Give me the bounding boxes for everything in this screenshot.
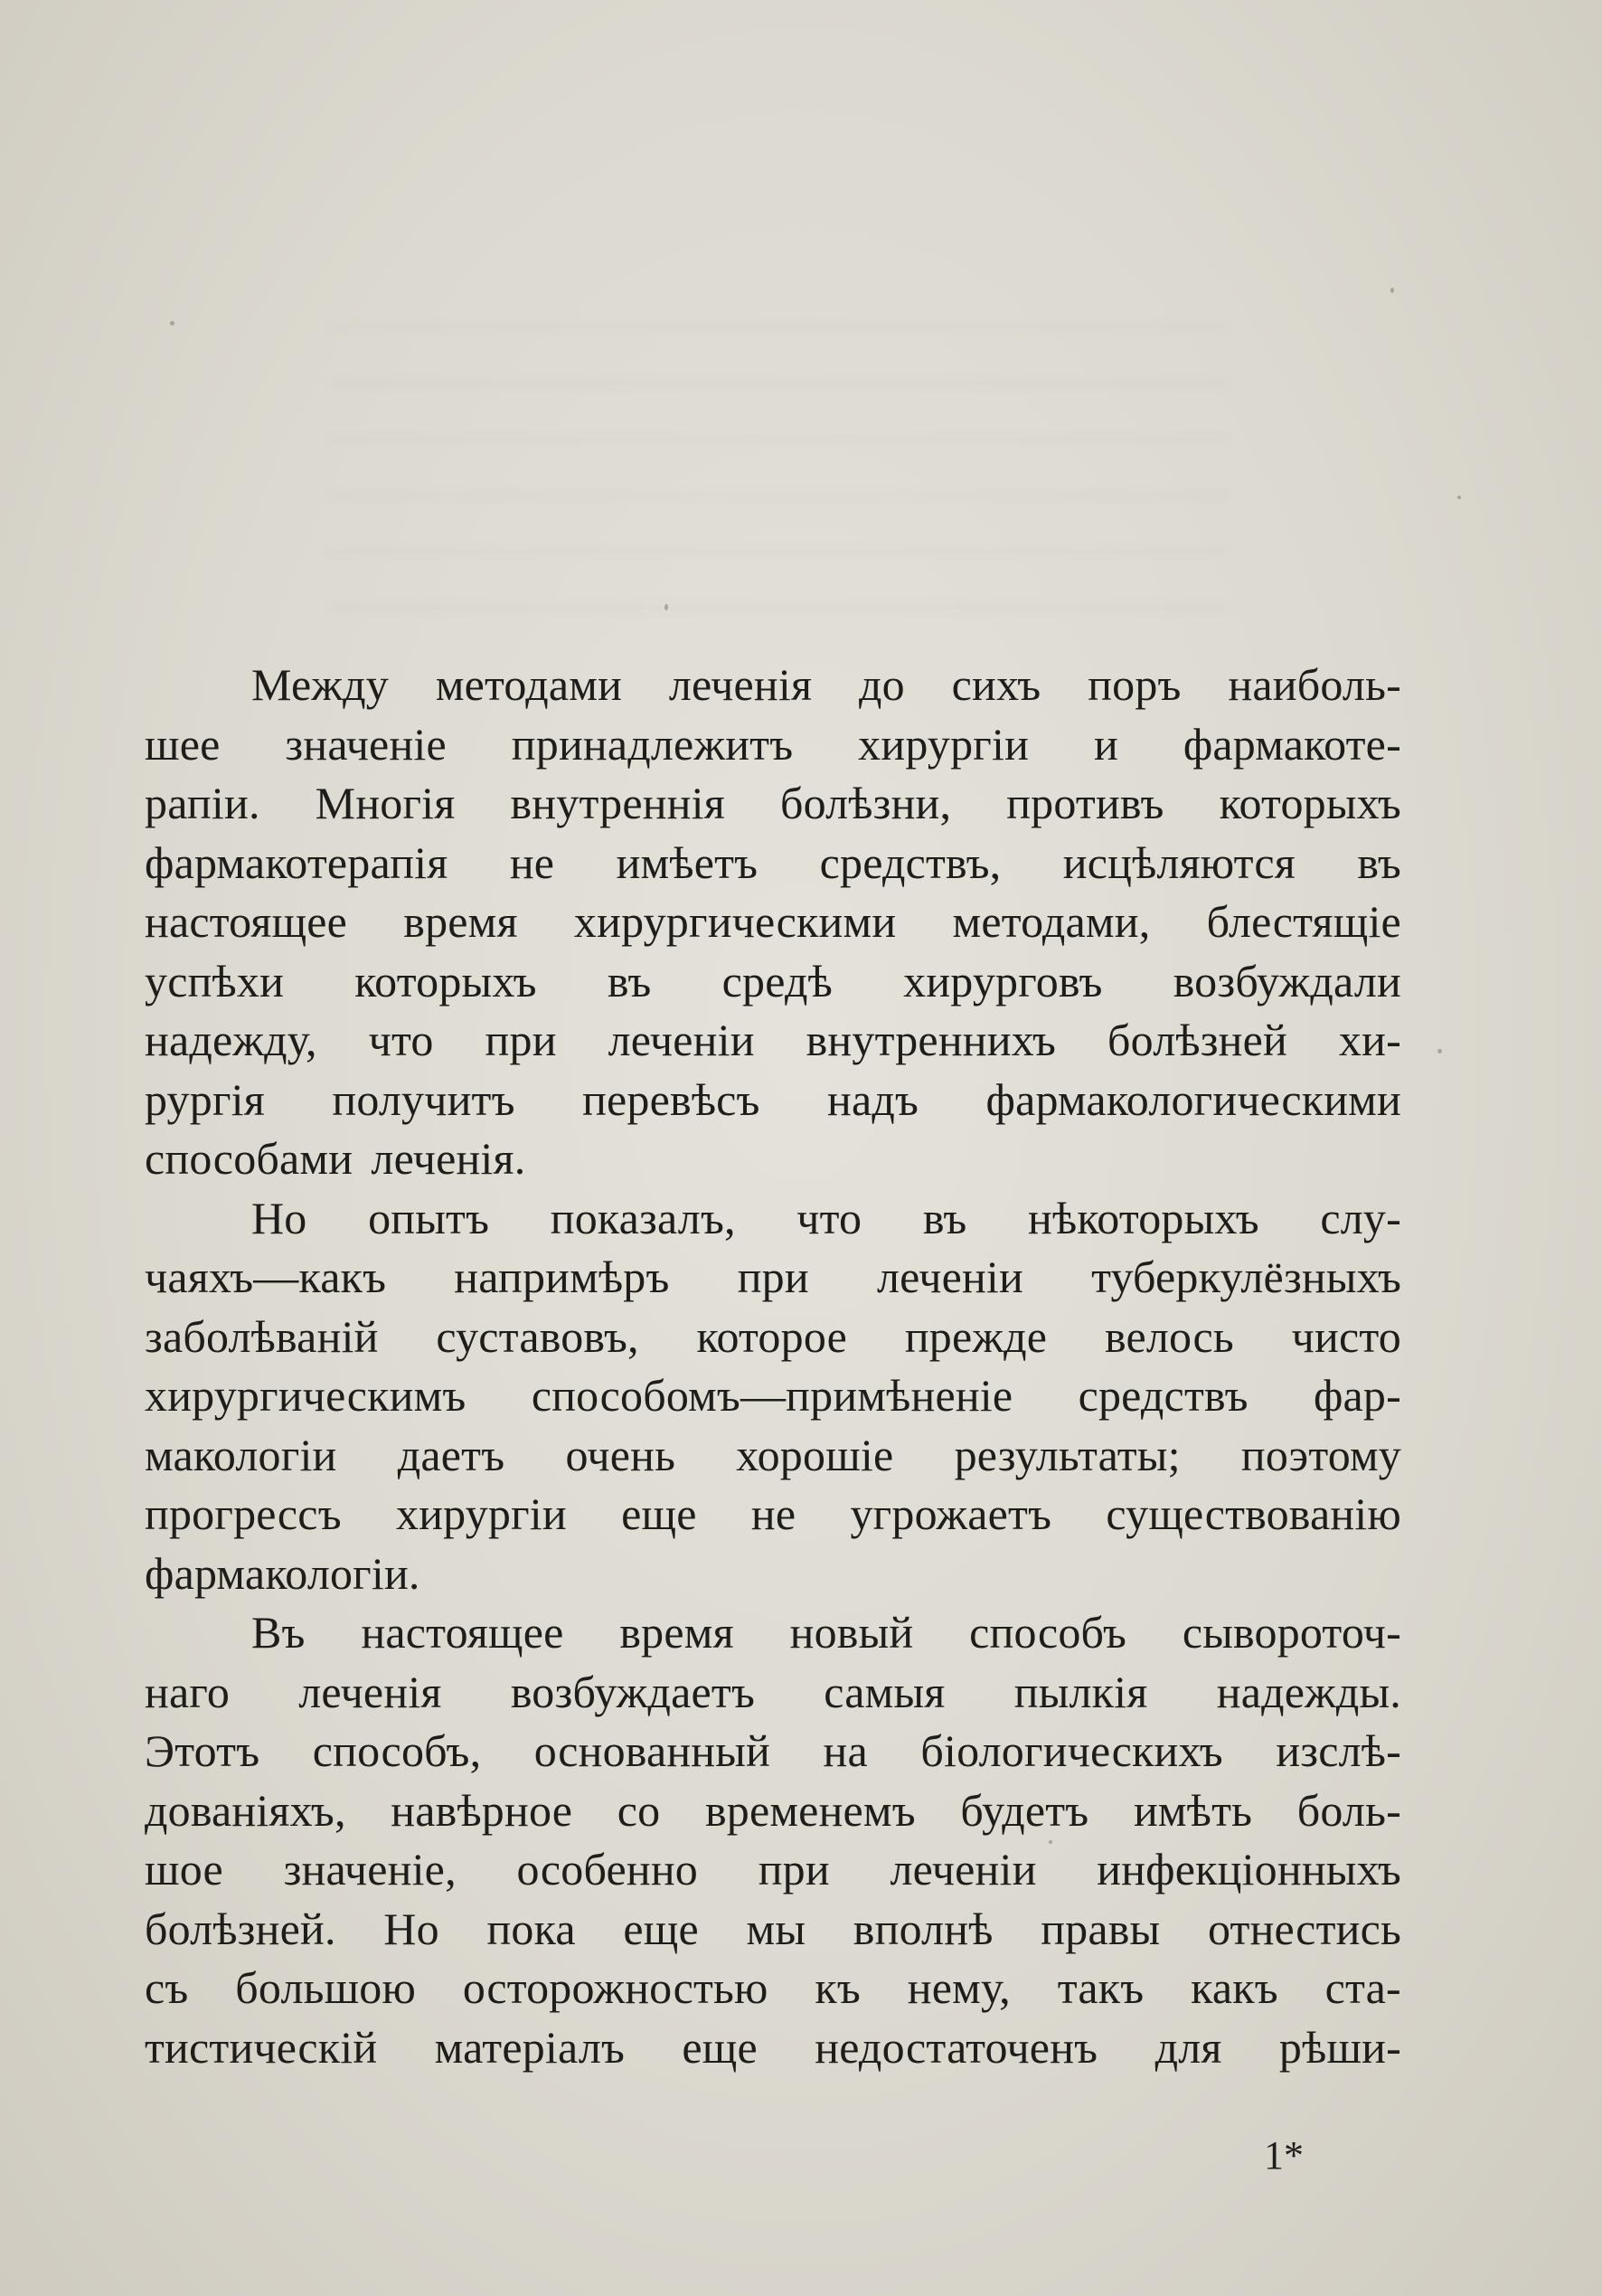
word: леченіи [608,1015,755,1065]
word: значеніе, [283,1844,457,1894]
word: поръ [1088,659,1182,710]
word: средствъ, [819,836,1002,888]
word: леченія [668,659,813,710]
word: большою [235,1962,417,2013]
text-line: фармакологіи. [145,1547,420,1599]
word: хирургіи [396,1488,567,1539]
word: поэтому [1240,1429,1401,1480]
word: тистическій [145,2021,378,2073]
word: на [823,1725,868,1776]
word: даетъ [397,1429,505,1480]
word: средствъ [1078,1370,1249,1421]
paragraph-2 [145,1189,1401,1604]
word: Этотъ [145,1725,260,1776]
word: хи- [1338,1015,1401,1065]
word: возбуждаетъ [510,1666,756,1717]
word: особенно [516,1844,698,1894]
word: чисто [1291,1310,1401,1362]
word: при [737,1252,809,1302]
word: въ [922,1192,967,1243]
word: какъ [1191,1962,1278,2013]
text-line [145,1959,1401,2018]
word: фармакотерапія [145,836,448,888]
word: время [619,1607,734,1658]
word: самыя [824,1666,946,1717]
paragraph-1 [145,656,1401,1189]
word: фар- [1313,1370,1401,1421]
word: шое [145,1844,223,1894]
word: не [750,1488,796,1539]
text-line [145,893,1401,952]
word: противъ [1006,778,1164,828]
word: рапіи. [145,778,260,828]
word: макологіи [145,1429,337,1480]
text-line [145,1426,1401,1486]
word: надежды. [1216,1666,1401,1717]
word: внутреннія [510,778,725,828]
word: нѣкоторыхъ [1028,1192,1259,1243]
word: матеріалъ [434,2021,626,2073]
word: хирургическими [573,896,897,947]
word: будетъ [960,1784,1089,1836]
word: имѣетъ [616,836,759,888]
word: изслѣ- [1276,1725,1401,1776]
word: отнестись [1208,1903,1401,1954]
text-line [145,1248,1401,1308]
word: методами, [952,896,1151,947]
text-line [145,2018,1401,2078]
word: навѣрное [391,1784,573,1836]
word: прежде [904,1310,1048,1362]
word: внутреннихъ [806,1015,1057,1065]
word: въ [1357,836,1401,888]
word: исцѣляются [1062,836,1296,888]
word: для [1154,2021,1222,2073]
word: недостаточенъ [815,2021,1098,2073]
word: боль- [1296,1784,1401,1836]
word: надежду, [145,1015,317,1065]
word: чаяхъ—какъ [145,1252,387,1302]
word: принадлежитъ [511,718,794,770]
word: хирургическимъ [145,1370,466,1421]
word: показалъ, [550,1192,736,1243]
word: успѣхи [145,955,285,1006]
word: способомъ—примѣненіе [531,1370,1013,1421]
word: надъ [827,1073,919,1125]
word: новый [789,1607,914,1658]
word: нему, [907,1962,1011,2013]
text-line [145,1663,1401,1723]
word: способъ, [312,1725,482,1776]
word: туберкулёзныхъ [1091,1252,1401,1302]
word: хорошіе [736,1429,894,1480]
word: значеніе [285,718,447,770]
word: шее [145,718,221,770]
text-line [145,715,1401,775]
text-line [145,1840,1401,1900]
paper-speck [1390,288,1394,293]
word: леченіи [876,1252,1023,1302]
paper-speck [664,604,668,610]
word: не [509,836,555,888]
text-line [145,1900,1401,1960]
word: еще [682,2021,758,2073]
word: еще [623,1903,699,1954]
paragraph-3 [145,1603,1401,2077]
text-line [145,1485,1401,1545]
word: мы [746,1903,806,1954]
word: возбуждали [1173,955,1401,1006]
word: очень [565,1429,676,1480]
word: при [758,1844,830,1894]
word: леченія [298,1666,442,1717]
word: настоящее [145,896,348,947]
word: Въ [251,1607,306,1658]
word: сихъ [951,659,1041,710]
word: наго [145,1666,231,1717]
word: существованію [1106,1488,1401,1539]
word: что [796,1192,862,1243]
word: что [368,1015,434,1065]
word: методами [435,659,623,710]
word: со [617,1784,661,1836]
word: хирурговъ [903,955,1103,1006]
word: въ [607,955,652,1006]
word: хирургіи [858,718,1030,770]
word: съ [145,1962,189,2013]
word: заболѣваній [145,1310,379,1362]
word: болѣзней [1107,1015,1287,1065]
word: суставовъ, [436,1310,639,1362]
word: способъ [969,1607,1127,1658]
text-line [145,1071,1401,1130]
paper-speck [1437,1049,1442,1054]
word: которое [696,1310,848,1362]
word: Между [251,659,389,710]
word: напримѣръ [454,1252,670,1302]
text-line [145,1722,1401,1781]
word: сывороточ- [1182,1607,1401,1658]
word: къ [815,1962,861,2013]
word: велось [1104,1310,1234,1362]
paper-speck [1049,1840,1052,1844]
word: время [403,896,518,947]
text-line [145,952,1401,1012]
word: пока [486,1903,576,1954]
text-line [145,1366,1401,1426]
word: основанный [533,1725,771,1776]
word: пылкія [1013,1666,1148,1717]
text-line [145,1603,1401,1663]
text-line [145,1189,1401,1249]
word: угрожаетъ [850,1488,1052,1539]
word: блестящіе [1206,896,1401,947]
word: болѣзней. [145,1903,336,1954]
word: еще [621,1488,697,1539]
word: вполнѣ [853,1903,994,1954]
word: при [485,1015,557,1065]
text-line [145,656,1401,715]
word: фармакологическими [985,1073,1401,1125]
word: ста- [1324,1962,1401,2013]
word: настоящее [361,1607,564,1658]
word: получитъ [332,1073,515,1125]
word: Но [383,1903,439,1954]
bleed-through-shadow [325,289,1230,615]
word: болѣзни, [779,778,952,828]
word: и [1093,718,1118,770]
text-line [145,1781,1401,1841]
text-line [145,834,1401,893]
word: результаты; [954,1429,1181,1480]
paper-speck [170,321,174,326]
paper-speck [1457,496,1461,499]
word: леченіи [890,1844,1037,1894]
text-line [145,1011,1401,1071]
body-text [145,656,1401,2077]
word: такъ [1057,1962,1145,2013]
word: рургія [145,1073,265,1125]
word: правы [1041,1903,1161,1954]
word: прогрессъ [145,1488,342,1539]
word: инфекціонныхъ [1097,1844,1401,1894]
word: Но [251,1192,307,1243]
word: рѣши- [1278,2021,1401,2073]
word: наиболь- [1228,659,1401,710]
word: временемъ [704,1784,916,1836]
word: біологическихъ [920,1725,1223,1776]
word: слу- [1320,1192,1401,1243]
page-number: 1* [1264,2133,1304,2178]
text-line: способами леченія. [145,1133,526,1184]
text-line [145,774,1401,834]
word: перевѣсъ [582,1073,760,1125]
word: осторожностью [462,1962,768,2013]
word: опытъ [368,1192,490,1243]
word: средѣ [721,955,833,1006]
word: имѣть [1133,1784,1253,1836]
word: которыхъ [1219,778,1401,828]
word: которыхъ [354,955,537,1006]
text-line [145,1308,1401,1367]
word: Многія [315,778,456,828]
word: дованіяхъ, [145,1784,346,1836]
word: до [858,659,905,710]
word: фармакоте- [1183,718,1401,770]
